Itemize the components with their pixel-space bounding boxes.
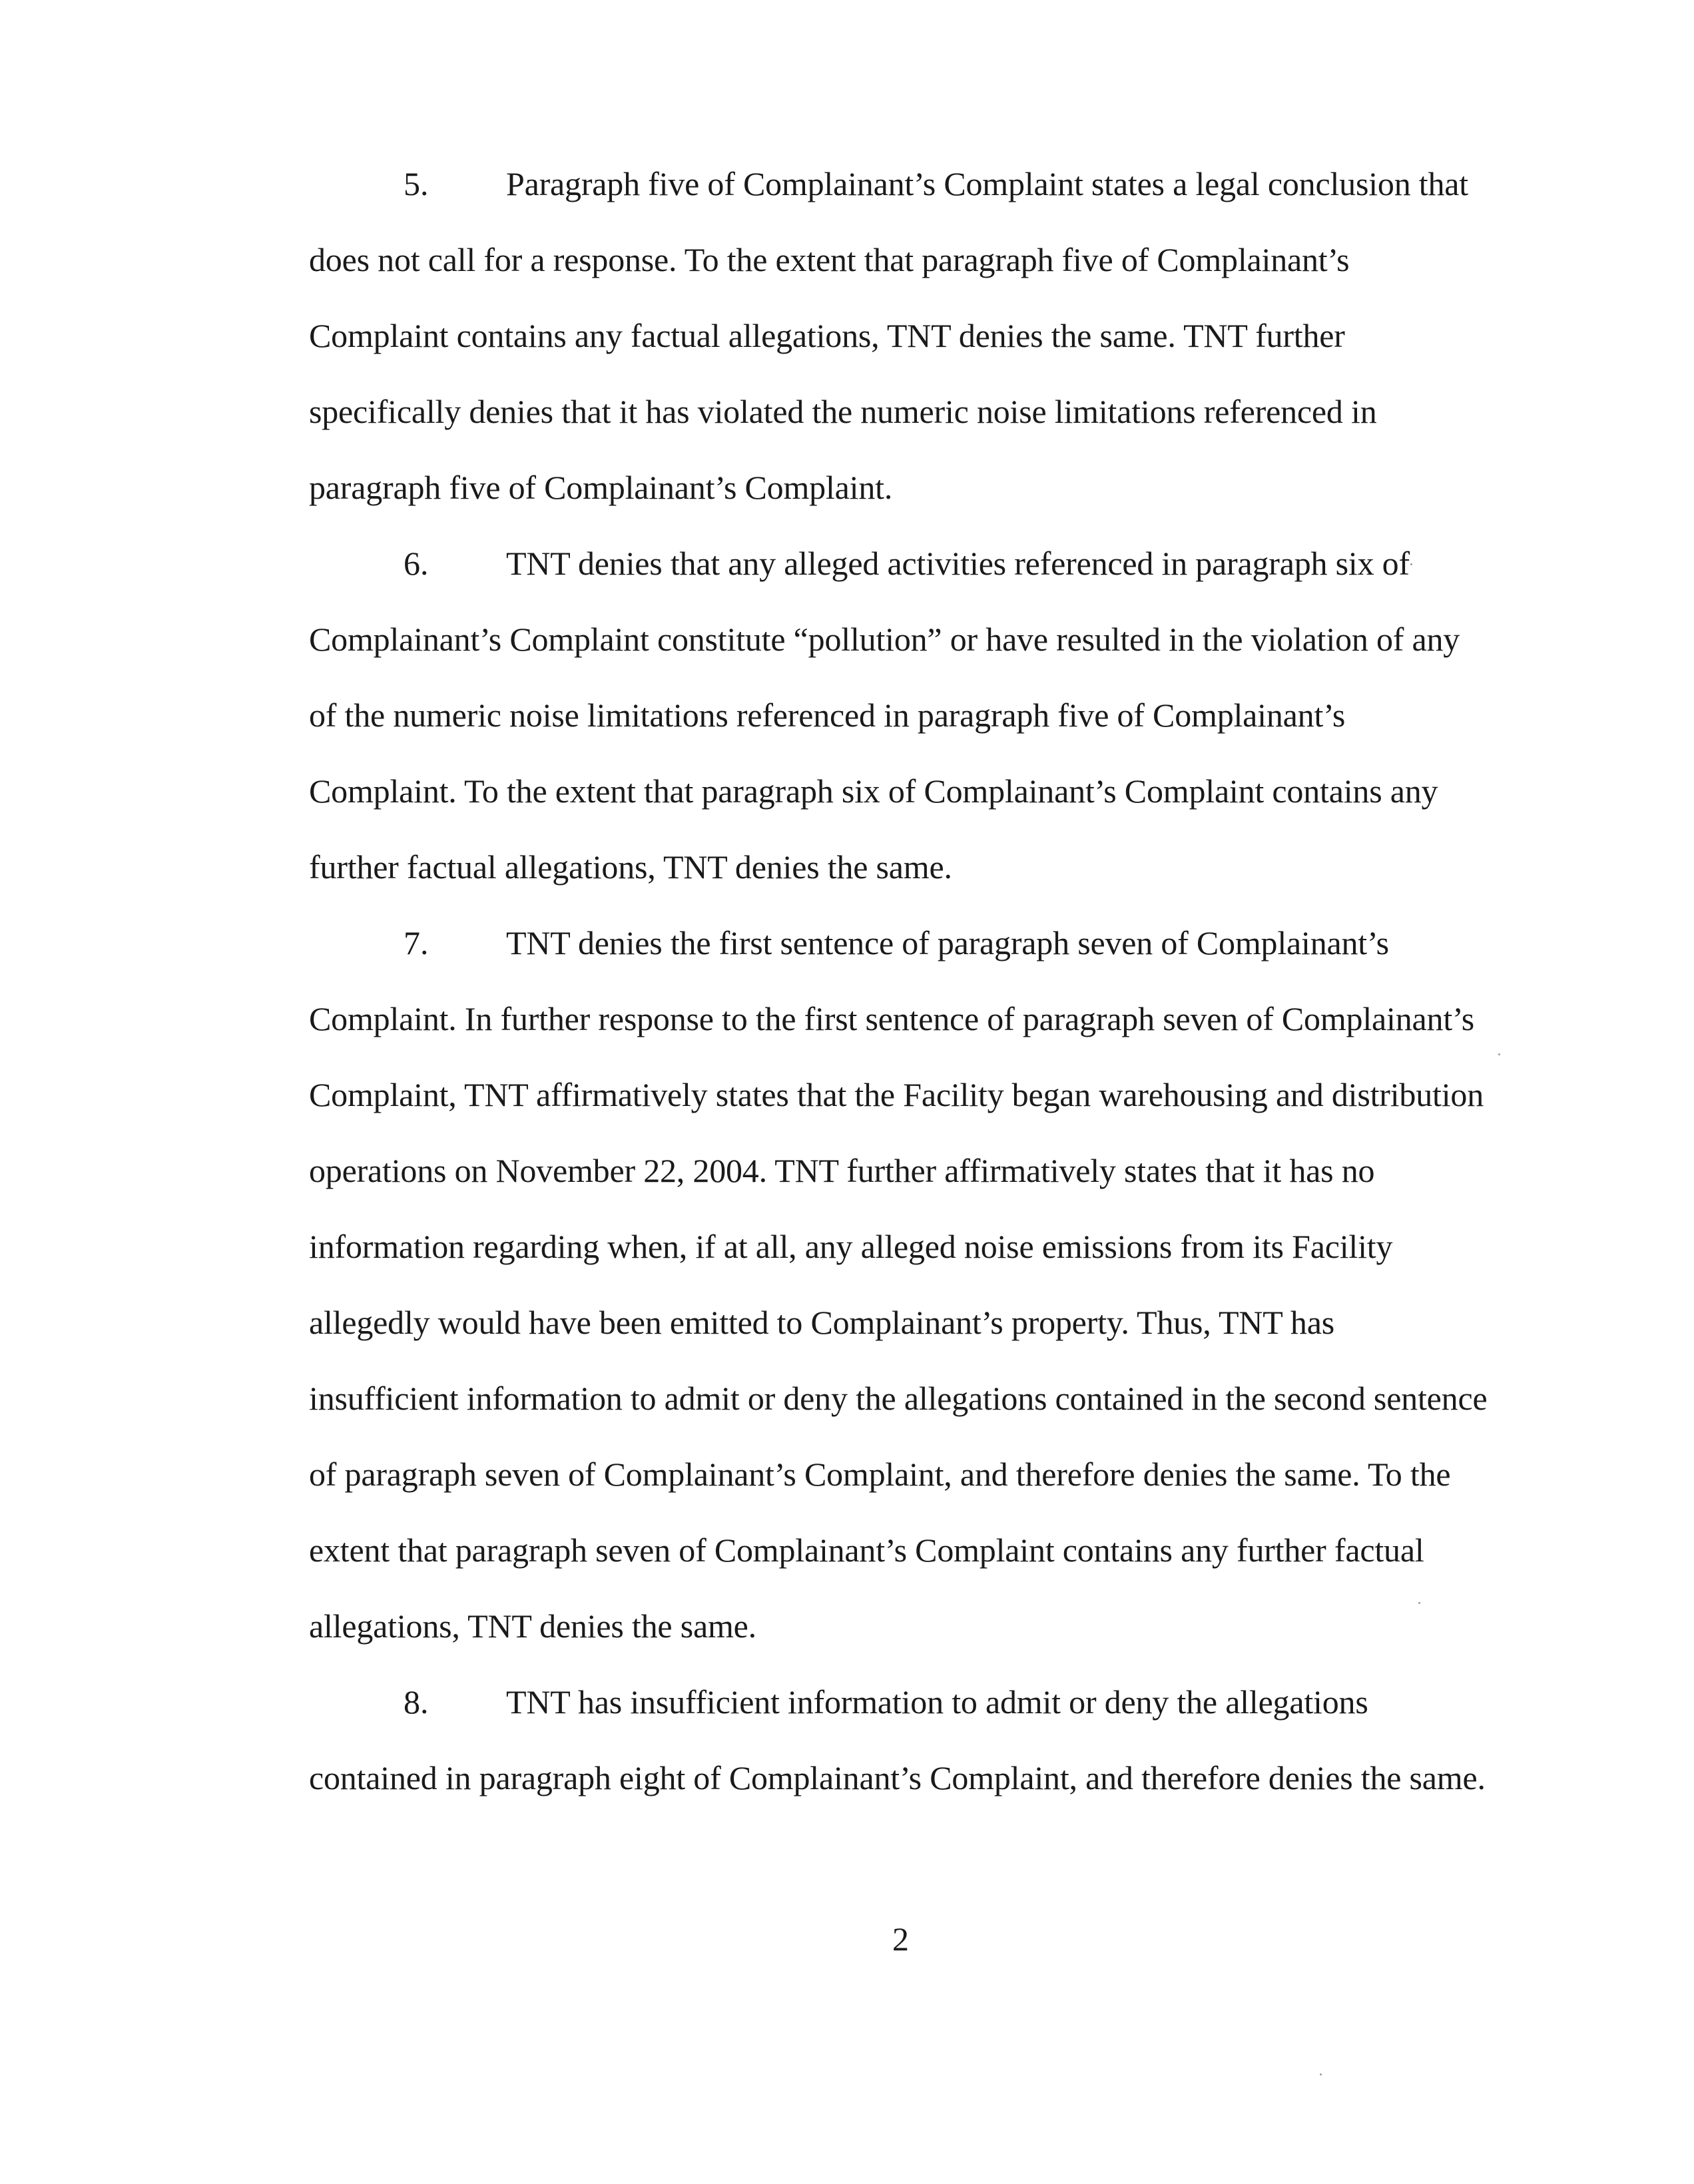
paragraph-number: 7.: [404, 924, 429, 961]
page-number: 2: [892, 1920, 909, 1958]
paragraph-line: TNT has insufficient information to admit or deny the allegations: [506, 1683, 1368, 1721]
paragraph-line: further factual allegations, TNT denies the same.: [309, 848, 952, 886]
paragraph-line: specifically denies that it has violated the numeric noise limitations referenced in: [309, 393, 1377, 430]
paragraph-number: 6.: [404, 545, 429, 582]
paragraph-line: Complaint, TNT affirmatively states that the Facility began warehousing and distribution: [309, 1076, 1484, 1113]
paragraph-line: Complainant’s Complaint constitute “pollution” or have resulted in the violation of any: [309, 621, 1460, 658]
paragraph-line: of paragraph seven of Complainant’s Complaint, and therefore denies the same. To the: [309, 1456, 1451, 1493]
scan-speck: [1410, 563, 1412, 565]
paragraph-line: Complaint contains any factual allegations, TNT denies the same. TNT further: [309, 317, 1345, 354]
paragraph-line: paragraph five of Complainant’s Complaint.: [309, 469, 893, 506]
paragraph-line: Complaint. To the extent that paragraph six of Complainant’s Complaint contains any: [309, 772, 1438, 810]
paragraph-line: TNT denies that any alleged activities referenced in paragraph six of: [506, 545, 1410, 582]
paragraph-line: operations on November 22, 2004. TNT further affirmatively states that it has no: [309, 1152, 1375, 1189]
paragraph-line: insufficient information to admit or deny the allegations contained in the second sentence: [309, 1380, 1488, 1417]
paragraph-line: contained in paragraph eight of Complainant’s Complaint, and therefore denies the same.: [309, 1759, 1486, 1796]
scan-speck: [1498, 1053, 1500, 1055]
scan-speck: [1418, 1602, 1420, 1604]
paragraph-line: TNT denies the first sentence of paragraph seven of Complainant’s: [506, 924, 1389, 961]
paragraph-line: of the numeric noise limitations referenced in paragraph five of Complainant’s: [309, 696, 1346, 734]
paragraph-number: 5.: [404, 165, 429, 202]
paragraph-line: allegedly would have been emitted to Complainant’s property. Thus, TNT has: [309, 1304, 1334, 1341]
paragraph-line: information regarding when, if at all, any alleged noise emissions from its Facility: [309, 1228, 1393, 1265]
paragraph-line: Complaint. In further response to the first sentence of paragraph seven of Complainant’s: [309, 1000, 1474, 1037]
paragraph-number: 8.: [404, 1683, 429, 1721]
paragraph-line: extent that paragraph seven of Complainant’s Complaint contains any further factual: [309, 1531, 1424, 1569]
scan-speck: [1320, 2073, 1322, 2075]
paragraph-line: does not call for a response. To the extent that paragraph five of Complainant’s: [309, 241, 1350, 278]
paragraph-line: allegations, TNT denies the same.: [309, 1607, 756, 1645]
paragraph-line: Paragraph five of Complainant’s Complaint states a legal conclusion that: [506, 165, 1468, 202]
